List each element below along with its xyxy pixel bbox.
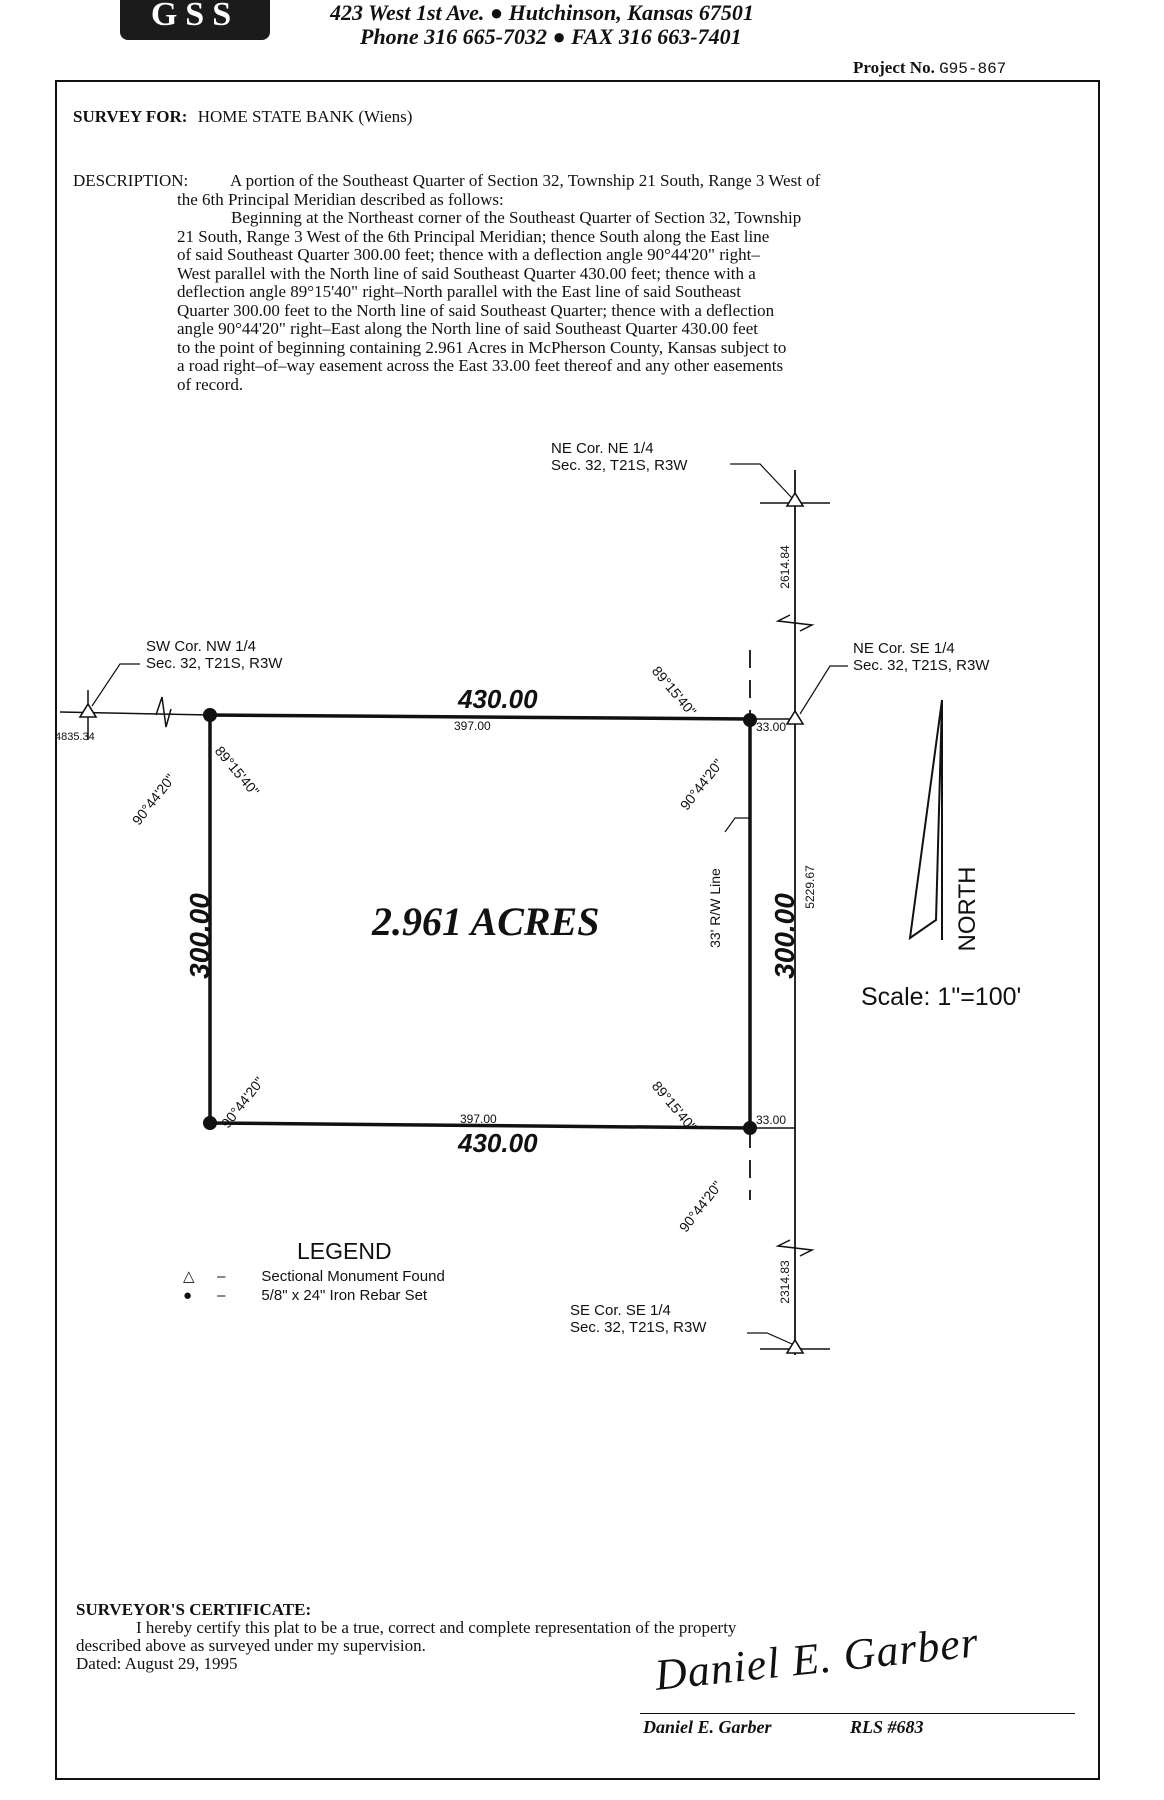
certificate-dated: Dated: August 29, 1995 <box>76 1654 238 1673</box>
row-dimension-ne: 33.00 <box>756 720 787 734</box>
description-line: Beginning at the Northeast corner of the Southeast Quarter of Section 32, Township <box>231 208 802 227</box>
north-arrow-icon <box>910 700 942 938</box>
leader-line <box>92 664 140 706</box>
rebar-set-icon <box>203 708 217 722</box>
certificate-line: I hereby certify this plat to be a true, correct and complete representation of the property <box>136 1618 737 1637</box>
corner-label-line: Sec. 32, T21S, R3W <box>853 657 990 674</box>
description-line: a road right–of–way easement across the East 33.00 feet thereof and any other easements <box>177 356 784 375</box>
legend-symbol-icon: ● <box>183 1287 193 1304</box>
angle-label: 90°44'20" <box>128 770 179 828</box>
area-label: 2.961 ACRES <box>372 899 600 944</box>
corner-label-se-se <box>570 1302 706 1336</box>
row-line-label: 33' R/W Line <box>707 868 723 948</box>
corner-label-line: SE Cor. SE 1/4 <box>570 1302 671 1319</box>
corner-label-line: Sec. 32, T21S, R3W <box>570 1319 707 1336</box>
legend-text: Sectional Monument Found <box>261 1268 445 1285</box>
description-line: to the point of beginning containing 2.961 Acres in McPherson County, Kansas subject to <box>177 338 787 357</box>
row-dimension-se: 33.00 <box>756 1113 787 1127</box>
certificate-title: SURVEYOR'S CERTIFICATE: <box>76 1600 312 1619</box>
south-inner-dimension: 397.00 <box>460 1112 497 1126</box>
legend-dash: – <box>217 1287 226 1304</box>
leader-line <box>730 464 792 498</box>
west-dimension: 300.00 <box>184 893 215 979</box>
description-line: angle 90°44'20" right–East along the North line of said Southeast Quarter 430.00 feet <box>177 319 758 338</box>
signature-line <box>640 1713 1075 1714</box>
signer-rls: RLS #683 <box>850 1717 924 1737</box>
leader-line <box>800 666 848 714</box>
description-line: Quarter 300.00 feet to the North line of said Southeast Quarter; thence with a deflection <box>177 301 775 320</box>
angle-label: 89°15'40" <box>648 662 700 720</box>
corner-label-line: Sec. 32, T21S, R3W <box>551 457 688 474</box>
angle-label: 90°44'20" <box>675 1177 726 1235</box>
corner-label-sw-nw <box>146 638 282 672</box>
legend-item <box>183 1287 427 1304</box>
description-line: 21 South, Range 3 West of the 6th Principal Meridian; thence South along the East line <box>177 227 770 246</box>
south-distance: 2314.83 <box>778 1260 792 1304</box>
rebar-set-icon <box>743 1121 757 1135</box>
corner-label-ne-se <box>853 640 989 674</box>
angle-label: 89°15'40" <box>648 1077 700 1135</box>
signature: Daniel E. Garber <box>652 1617 981 1700</box>
leader-line <box>747 1333 792 1344</box>
monument-found-icon <box>80 704 96 717</box>
description-line: West parallel with the North line of said Southeast Quarter 430.00 feet; thence with a <box>177 264 756 283</box>
signer-name: Daniel E. Garber <box>643 1717 772 1737</box>
legend-dash: – <box>217 1268 226 1285</box>
corner-label-line: NE Cor. NE 1/4 <box>551 440 654 457</box>
corner-label-line: NE Cor. SE 1/4 <box>853 640 955 657</box>
description-line: deflection angle 89°15'40" right–North parallel with the East line of said Southeast <box>177 282 741 301</box>
east-distance: 5229.67 <box>803 865 817 909</box>
project-value: G95-867 <box>939 60 1007 78</box>
corner-label-line: SW Cor. NW 1/4 <box>146 638 257 655</box>
south-dimension: 430.00 <box>458 1128 538 1158</box>
description-line: the 6th Principal Meridian described as follows: <box>177 190 504 209</box>
north-label: NORTH <box>954 866 981 952</box>
legend-item <box>183 1268 445 1285</box>
monument-found-icon <box>787 1340 803 1353</box>
corner-label-ne-ne <box>551 440 687 474</box>
angle-label: 90°44'20" <box>217 1073 268 1131</box>
logo-text: GSS <box>150 0 240 33</box>
angle-label: 90°44'20" <box>676 755 727 813</box>
corner-label-line: Sec. 32, T21S, R3W <box>146 655 283 672</box>
north-inner-dimension: 397.00 <box>454 719 491 733</box>
legend-title: LEGEND <box>297 1238 392 1264</box>
scale-label: Scale: 1"=100' <box>861 983 1022 1011</box>
phone-line: Phone 316 665-7032 ● FAX 316 663-7401 <box>360 24 742 49</box>
north-dimension: 430.00 <box>458 684 538 714</box>
address-line: 423 West 1st Ave. ● Hutchinson, Kansas 67501 <box>330 0 754 25</box>
east-dimension: 300.00 <box>769 893 800 979</box>
row-leader <box>725 818 750 832</box>
west-distance: 4835.34 <box>55 731 95 743</box>
break-symbol <box>156 697 171 727</box>
survey-for-label: SURVEY FOR: <box>73 107 188 126</box>
north-distance: 2614.84 <box>778 545 792 589</box>
description-line: of record. <box>177 375 244 394</box>
legend-symbol-icon: △ <box>183 1268 195 1285</box>
description-line: of said Southeast Quarter 300.00 feet; thence with a deflection angle 90°44'20" right– <box>177 245 760 264</box>
survey-for-value: HOME STATE BANK (Wiens) <box>197 107 413 126</box>
certificate-line: described above as surveyed under my supervision. <box>76 1636 426 1655</box>
project-label: Project No. <box>853 58 935 77</box>
description-line: A portion of the Southeast Quarter of Section 32, Township 21 South, Range 3 West of <box>230 171 821 190</box>
rebar-set-icon <box>203 1116 217 1130</box>
rebar-set-icon <box>743 713 757 727</box>
description-label: DESCRIPTION: <box>73 171 189 190</box>
legend-text: 5/8" x 24" Iron Rebar Set <box>261 1287 428 1304</box>
angle-label: 89°15'40" <box>211 742 263 800</box>
